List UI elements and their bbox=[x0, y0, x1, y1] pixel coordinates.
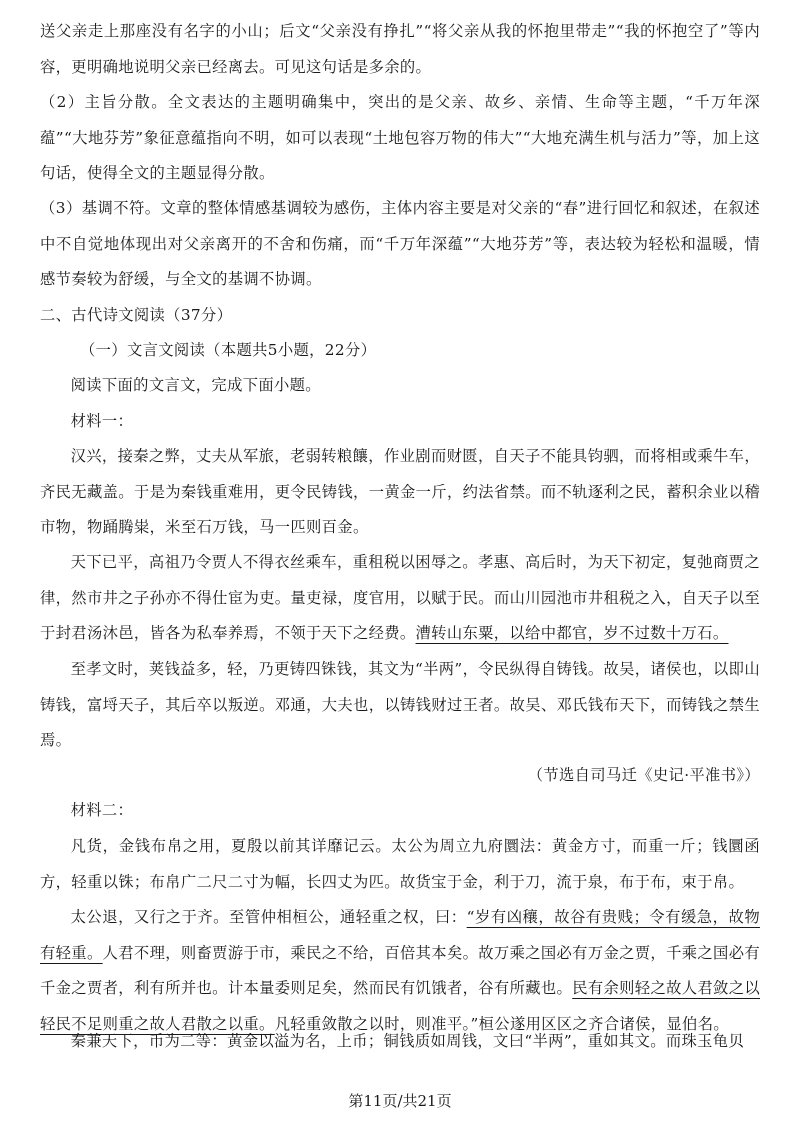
material-one-label: 材料一： bbox=[70, 412, 134, 430]
material-two-paragraph-2-middle: 人君不理，则畜贾游于市，乘民之不给，百倍其本矣。故万乘之国必有万金之贾，千乘之国必有千金之贾者，利有所并也。计本量委则足矣，然而民有饥饿者，谷有所藏也。 bbox=[40, 943, 760, 997]
underlined-sentence-punctuation: 民有余则轻之故人君敛之以轻民不足则重之故人君散之以重。 bbox=[40, 979, 761, 1033]
material-two-paragraph-2 bbox=[40, 900, 760, 1042]
material-one-paragraph-2 bbox=[40, 545, 760, 652]
source-citation-shiji: （节选自司马迁《史记·平准书》） bbox=[527, 766, 760, 784]
answer-point-tone: （3）基调不符。文章的整体情感基调较为感伤，主体内容主要是对父亲的“春”进行回忆和叙述，在叙述中不自觉地体现出对父亲离开的不舍和伤痛，而“千万年深蕴”“大地芬芳”等，表达较为轻松和温暖，情感节奏较为舒缓，与全文的基调不协调。 bbox=[40, 199, 760, 288]
answer-paragraph-intro: 送父亲走上那座没有名字的小山；后文“父亲没有挣扎”“将父亲从我的怀抱里带走”“我的怀抱空了”等内容，更明确地说明父亲已经离去。可见这句话是多余的。 bbox=[40, 22, 760, 76]
material-one-paragraph-2-text: 天下已平，高祖乃令贾人不得衣丝乘车，重租税以困辱之。孝惠、高后时，为天下初定，复弛商贾之律，然市井之子孙亦不得仕宦为吏。量吏禄，度官用，以赋于民。而山川园池市井租税之入，自天子以至于封君汤沐邑，皆各为私奉养焉，不领于天下之经费。 bbox=[40, 553, 760, 642]
page-number: 第11页/共21页 bbox=[348, 1092, 452, 1110]
answer-point-theme: （2）主旨分散。全文表达的主题明确集中，突出的是父亲、故乡、亲情、生命等主题，“千万年深蕴”“大地芬芳”象征意蕴指向不明，如可以表现“土地包容万物的伟大”“大地充满生机与活力”等，加上这句话，使得全文的主题显得分散。 bbox=[40, 93, 760, 182]
underlined-sentence-harvest: “岁有凶穰，故谷有贵贱；令有缓急，故物有轻重。 bbox=[40, 908, 760, 962]
subsection-heading-classical-chinese: （一）文言文阅读（本题共5小题，22分） bbox=[80, 341, 377, 359]
material-two-paragraph-3: 秦兼天下，币为二等：黄金以溢为名，上币；铜钱质如周钱，文曰“半两”，重如其文。而珠玉龟贝 bbox=[70, 1032, 745, 1050]
material-one-paragraph-3: 至孝文时，荚钱益多，轻，乃更铸四铢钱，其文为“半两”，令民纵得自铸钱。故吴，诸侯也，以即山铸钱，富埒天子，其后卒以叛逆。邓通，大夫也，以铸钱财过王者。故吴、邓氏钱布天下，而铸钱之禁生焉。 bbox=[40, 660, 760, 749]
material-two-label: 材料二： bbox=[70, 801, 134, 819]
reading-instruction: 阅读下面的文言文，完成下面小题。 bbox=[70, 376, 321, 394]
material-two-paragraph-2-lead: 太公退，又行之于齐。至管仲相桓公，通轻重之权，曰： bbox=[70, 908, 467, 926]
material-two-paragraph-1: 凡货，金钱布帛之用，夏殷以前其详靡记云。太公为周立九府圜法：黄金方寸，而重一斤；钱圜函方，轻重以铢；布帛广二尺二寸为幅，长四丈为匹。故货宝于金，利于刀，流于泉，布于布，束于帛。 bbox=[40, 837, 760, 891]
section-heading-ancient-poetry: 二、古代诗文阅读（37分） bbox=[40, 306, 233, 324]
underlined-sentence-grain-transport: 漕转山东粟，以给中都官，岁不过数十万石。 bbox=[415, 624, 729, 642]
material-two-paragraph-2-end: 凡轻重敛散之以时，则准平。”桓公遂用区区之齐合诸侯，显伯名。 bbox=[274, 1014, 729, 1033]
material-one-paragraph-1: 汉兴，接秦之弊，丈夫从军旅，老弱转粮饟，作业剧而财匮，自天子不能具钧驷，而将相或乘牛车，齐民无藏盖。于是为秦钱重难用，更令民铸钱，一黄金一斤，约法省禁。而不轨逐利之民，蓄积余业以稽市物，物踊腾粜，米至石万钱，马一匹则百金。 bbox=[40, 447, 760, 536]
